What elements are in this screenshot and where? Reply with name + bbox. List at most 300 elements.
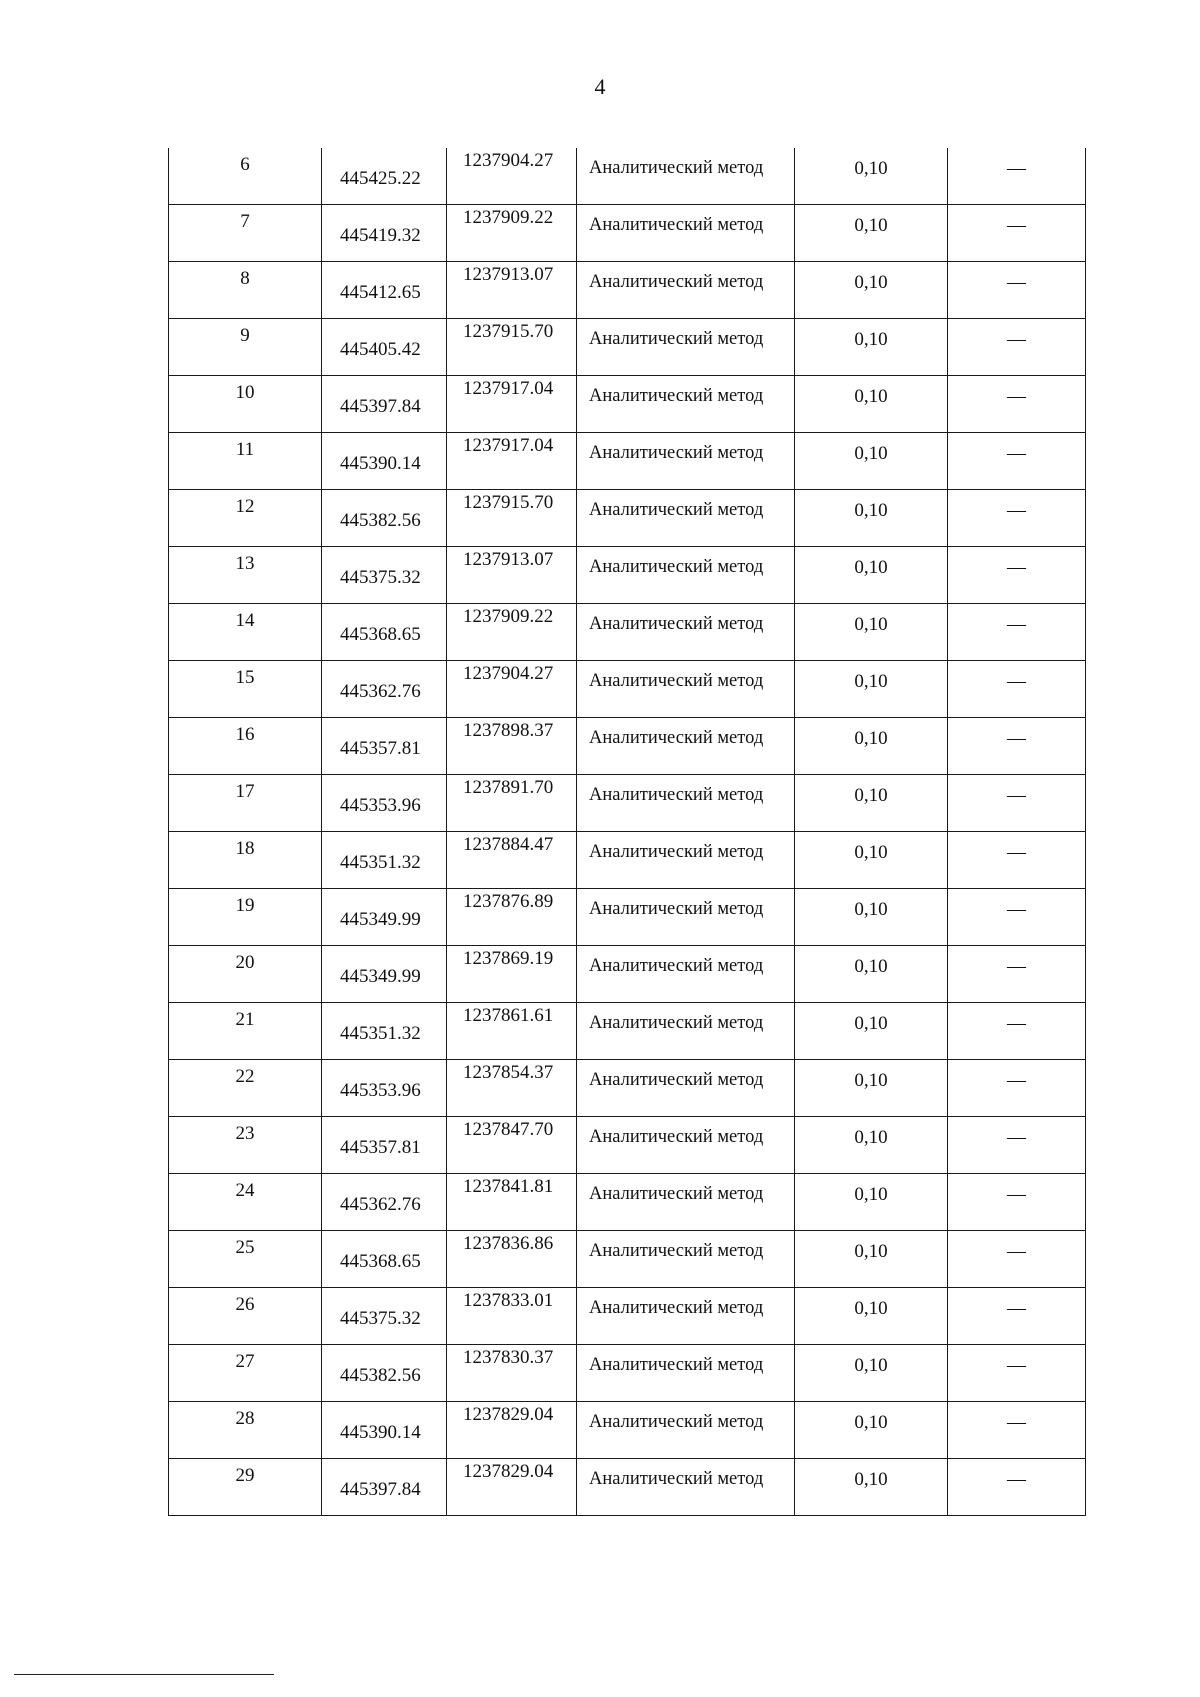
note-cell-text: —: [1007, 614, 1026, 635]
table-row: [169, 1060, 1086, 1117]
note-cell-text: —: [1007, 842, 1026, 863]
y-coordinate-cell: [447, 205, 577, 262]
y-coordinate-cell: [447, 490, 577, 547]
method-cell: [577, 1060, 795, 1117]
point-number-cell: [169, 205, 322, 262]
note-cell: [948, 490, 1086, 547]
note-cell-text: —: [1007, 1298, 1026, 1319]
y-coordinate-cell-text: 1237913.07: [463, 264, 554, 285]
point-number-cell: [169, 946, 322, 1003]
point-number-cell-text: 6: [240, 154, 250, 175]
accuracy-cell: [795, 433, 948, 490]
table-row: [169, 262, 1086, 319]
point-number-cell: [169, 1060, 322, 1117]
method-cell: [577, 433, 795, 490]
note-cell-text: —: [1007, 1070, 1026, 1091]
note-cell: [948, 1288, 1086, 1345]
x-coordinate-cell-text: 445375.32: [340, 567, 421, 588]
y-coordinate-cell: [447, 1459, 577, 1516]
note-cell-text: —: [1007, 386, 1026, 407]
point-number-cell: [169, 1459, 322, 1516]
y-coordinate-cell: [447, 262, 577, 319]
x-coordinate-cell-text: 445357.81: [340, 1137, 421, 1158]
point-number-cell-text: 7: [240, 211, 250, 232]
note-cell: [948, 148, 1086, 205]
accuracy-cell: [795, 1060, 948, 1117]
note-cell: [948, 1402, 1086, 1459]
method-cell: [577, 547, 795, 604]
accuracy-cell: [795, 889, 948, 946]
table-row: [169, 205, 1086, 262]
note-cell-text: —: [1007, 728, 1026, 749]
table-row: [169, 1117, 1086, 1174]
method-cell-text: Аналитический метод: [589, 500, 764, 520]
coordinates-table: [168, 148, 1086, 1516]
coordinates-table-body: [169, 148, 1086, 1516]
accuracy-cell: [795, 205, 948, 262]
y-coordinate-cell: [447, 148, 577, 205]
y-coordinate-cell-text: 1237884.47: [463, 834, 554, 855]
accuracy-cell-text: 0,10: [854, 386, 888, 407]
y-coordinate-cell-text: 1237913.07: [463, 549, 554, 570]
accuracy-cell-text: 0,10: [854, 215, 888, 236]
x-coordinate-cell: [322, 490, 447, 547]
method-cell-text: Аналитический метод: [589, 1469, 764, 1489]
note-cell: [948, 661, 1086, 718]
method-cell: [577, 1402, 795, 1459]
accuracy-cell: [795, 1174, 948, 1231]
y-coordinate-cell-text: 1237836.86: [463, 1233, 554, 1254]
accuracy-cell-text: 0,10: [854, 1298, 888, 1319]
method-cell-text: Аналитический метод: [589, 329, 764, 349]
y-coordinate-cell: [447, 604, 577, 661]
table-row: [169, 1231, 1086, 1288]
note-cell-text: —: [1007, 158, 1026, 179]
note-cell: [948, 262, 1086, 319]
x-coordinate-cell-text: 445353.96: [340, 795, 421, 816]
method-cell-text: Аналитический метод: [589, 671, 764, 691]
table-row: [169, 1459, 1086, 1516]
x-coordinate-cell-text: 445382.56: [340, 510, 421, 531]
accuracy-cell-text: 0,10: [854, 1241, 888, 1262]
y-coordinate-cell-text: 1237891.70: [463, 777, 554, 798]
footnote-rule: [14, 1674, 274, 1675]
x-coordinate-cell: [322, 1288, 447, 1345]
accuracy-cell: [795, 490, 948, 547]
x-coordinate-cell: [322, 661, 447, 718]
point-number-cell-text: 26: [235, 1294, 255, 1315]
point-number-cell-text: 18: [235, 838, 255, 859]
x-coordinate-cell-text: 445351.32: [340, 852, 421, 873]
x-coordinate-cell: [322, 433, 447, 490]
y-coordinate-cell-text: 1237917.04: [463, 435, 554, 456]
x-coordinate-cell: [322, 262, 447, 319]
y-coordinate-cell: [447, 832, 577, 889]
point-number-cell-text: 8: [240, 268, 250, 289]
accuracy-cell: [795, 1231, 948, 1288]
x-coordinate-cell: [322, 205, 447, 262]
note-cell: [948, 319, 1086, 376]
method-cell: [577, 1231, 795, 1288]
y-coordinate-cell: [447, 1117, 577, 1174]
table-row: [169, 1288, 1086, 1345]
note-cell: [948, 1174, 1086, 1231]
x-coordinate-cell-text: 445362.76: [340, 681, 421, 702]
point-number-cell: [169, 1117, 322, 1174]
x-coordinate-cell-text: 445419.32: [340, 225, 421, 246]
accuracy-cell: [795, 1402, 948, 1459]
x-coordinate-cell: [322, 1117, 447, 1174]
x-coordinate-cell-text: 445405.42: [340, 339, 421, 360]
y-coordinate-cell: [447, 319, 577, 376]
y-coordinate-cell: [447, 433, 577, 490]
table-row: [169, 604, 1086, 661]
x-coordinate-cell-text: 445425.22: [340, 168, 421, 189]
table-row: [169, 946, 1086, 1003]
note-cell-text: —: [1007, 956, 1026, 977]
y-coordinate-cell: [447, 1003, 577, 1060]
method-cell-text: Аналитический метод: [589, 215, 764, 235]
accuracy-cell-text: 0,10: [854, 1127, 888, 1148]
y-coordinate-cell-text: 1237876.89: [463, 891, 554, 912]
table-row: [169, 490, 1086, 547]
accuracy-cell: [795, 832, 948, 889]
x-coordinate-cell-text: 445357.81: [340, 738, 421, 759]
x-coordinate-cell: [322, 946, 447, 1003]
method-cell-text: Аналитический метод: [589, 614, 764, 634]
point-number-cell: [169, 547, 322, 604]
note-cell-text: —: [1007, 215, 1026, 236]
point-number-cell: [169, 376, 322, 433]
point-number-cell-text: 13: [235, 553, 255, 574]
y-coordinate-cell-text: 1237854.37: [463, 1062, 554, 1083]
point-number-cell: [169, 319, 322, 376]
accuracy-cell-text: 0,10: [854, 557, 888, 578]
x-coordinate-cell-text: 445412.65: [340, 282, 421, 303]
x-coordinate-cell: [322, 718, 447, 775]
x-coordinate-cell-text: 445368.65: [340, 1251, 421, 1272]
point-number-cell: [169, 718, 322, 775]
table-row: [169, 1402, 1086, 1459]
method-cell-text: Аналитический метод: [589, 1127, 764, 1147]
y-coordinate-cell-text: 1237904.27: [463, 663, 554, 684]
x-coordinate-cell-text: 445351.32: [340, 1023, 421, 1044]
accuracy-cell-text: 0,10: [854, 785, 888, 806]
note-cell-text: —: [1007, 671, 1026, 692]
point-number-cell-text: 29: [235, 1465, 255, 1486]
method-cell-text: Аналитический метод: [589, 272, 764, 292]
method-cell-text: Аналитический метод: [589, 1241, 764, 1261]
method-cell-text: Аналитический метод: [589, 1412, 764, 1432]
method-cell: [577, 262, 795, 319]
accuracy-cell-text: 0,10: [854, 158, 888, 179]
y-coordinate-cell: [447, 1174, 577, 1231]
accuracy-cell: [795, 262, 948, 319]
point-number-cell-text: 12: [235, 496, 255, 517]
point-number-cell-text: 16: [235, 724, 255, 745]
y-coordinate-cell: [447, 1345, 577, 1402]
accuracy-cell-text: 0,10: [854, 329, 888, 350]
x-coordinate-cell: [322, 1060, 447, 1117]
note-cell-text: —: [1007, 272, 1026, 293]
x-coordinate-cell: [322, 1231, 447, 1288]
point-number-cell-text: 10: [235, 382, 255, 403]
y-coordinate-cell-text: 1237841.81: [463, 1176, 554, 1197]
x-coordinate-cell: [322, 1174, 447, 1231]
method-cell: [577, 832, 795, 889]
point-number-cell-text: 20: [235, 952, 255, 973]
method-cell-text: Аналитический метод: [589, 443, 764, 463]
y-coordinate-cell: [447, 1060, 577, 1117]
point-number-cell: [169, 1402, 322, 1459]
accuracy-cell-text: 0,10: [854, 1355, 888, 1376]
method-cell-text: Аналитический метод: [589, 1070, 764, 1090]
method-cell-text: Аналитический метод: [589, 1013, 764, 1033]
point-number-cell: [169, 1231, 322, 1288]
point-number-cell: [169, 1174, 322, 1231]
y-coordinate-cell-text: 1237869.19: [463, 948, 554, 969]
accuracy-cell-text: 0,10: [854, 842, 888, 863]
table-row: [169, 319, 1086, 376]
point-number-cell-text: 15: [235, 667, 255, 688]
point-number-cell: [169, 1345, 322, 1402]
note-cell: [948, 205, 1086, 262]
accuracy-cell: [795, 604, 948, 661]
note-cell-text: —: [1007, 443, 1026, 464]
table-row: [169, 376, 1086, 433]
y-coordinate-cell-text: 1237833.01: [463, 1290, 554, 1311]
note-cell-text: —: [1007, 1184, 1026, 1205]
x-coordinate-cell: [322, 775, 447, 832]
note-cell-text: —: [1007, 1412, 1026, 1433]
accuracy-cell-text: 0,10: [854, 1184, 888, 1205]
table-row: [169, 1345, 1086, 1402]
x-coordinate-cell: [322, 319, 447, 376]
table-row: [169, 661, 1086, 718]
point-number-cell-text: 23: [235, 1123, 255, 1144]
method-cell: [577, 718, 795, 775]
x-coordinate-cell: [322, 547, 447, 604]
y-coordinate-cell-text: 1237847.70: [463, 1119, 554, 1140]
accuracy-cell-text: 0,10: [854, 956, 888, 977]
note-cell-text: —: [1007, 329, 1026, 350]
x-coordinate-cell-text: 445349.99: [340, 966, 421, 987]
x-coordinate-cell-text: 445362.76: [340, 1194, 421, 1215]
point-number-cell-text: 24: [235, 1180, 255, 1201]
note-cell: [948, 718, 1086, 775]
x-coordinate-cell: [322, 1402, 447, 1459]
accuracy-cell-text: 0,10: [854, 1070, 888, 1091]
x-coordinate-cell: [322, 376, 447, 433]
x-coordinate-cell-text: 445368.65: [340, 624, 421, 645]
x-coordinate-cell-text: 445349.99: [340, 909, 421, 930]
note-cell: [948, 1345, 1086, 1402]
x-coordinate-cell-text: 445382.56: [340, 1365, 421, 1386]
method-cell: [577, 205, 795, 262]
table-row: [169, 1174, 1086, 1231]
point-number-cell: [169, 1003, 322, 1060]
method-cell-text: Аналитический метод: [589, 842, 764, 862]
method-cell: [577, 775, 795, 832]
page-number: 4: [594, 74, 606, 99]
point-number-cell: [169, 889, 322, 946]
point-number-cell: [169, 490, 322, 547]
point-number-cell: [169, 661, 322, 718]
accuracy-cell-text: 0,10: [854, 899, 888, 920]
x-coordinate-cell: [322, 1003, 447, 1060]
table-row: [169, 775, 1086, 832]
note-cell-text: —: [1007, 1013, 1026, 1034]
y-coordinate-cell: [447, 1402, 577, 1459]
accuracy-cell-text: 0,10: [854, 500, 888, 521]
note-cell: [948, 1117, 1086, 1174]
accuracy-cell: [795, 1003, 948, 1060]
method-cell: [577, 1459, 795, 1516]
accuracy-cell: [795, 148, 948, 205]
point-number-cell: [169, 433, 322, 490]
table-row: [169, 1003, 1086, 1060]
note-cell-text: —: [1007, 1241, 1026, 1262]
x-coordinate-cell-text: 445390.14: [340, 1422, 421, 1443]
note-cell: [948, 775, 1086, 832]
accuracy-cell: [795, 1459, 948, 1516]
y-coordinate-cell-text: 1237898.37: [463, 720, 554, 741]
accuracy-cell: [795, 376, 948, 433]
table-row: [169, 433, 1086, 490]
method-cell: [577, 604, 795, 661]
point-number-cell-text: 11: [235, 439, 255, 460]
y-coordinate-cell-text: 1237829.04: [463, 1461, 554, 1482]
x-coordinate-cell-text: 445397.84: [340, 396, 421, 417]
note-cell-text: —: [1007, 1127, 1026, 1148]
y-coordinate-cell: [447, 889, 577, 946]
note-cell-text: —: [1007, 500, 1026, 521]
accuracy-cell: [795, 946, 948, 1003]
point-number-cell-text: 19: [235, 895, 255, 916]
note-cell: [948, 376, 1086, 433]
point-number-cell-text: 25: [235, 1237, 255, 1258]
y-coordinate-cell: [447, 775, 577, 832]
x-coordinate-cell: [322, 1459, 447, 1516]
method-cell: [577, 490, 795, 547]
note-cell: [948, 889, 1086, 946]
y-coordinate-cell-text: 1237915.70: [463, 492, 554, 513]
y-coordinate-cell-text: 1237829.04: [463, 1404, 554, 1425]
y-coordinate-cell-text: 1237915.70: [463, 321, 554, 342]
method-cell: [577, 1288, 795, 1345]
method-cell: [577, 889, 795, 946]
method-cell: [577, 1345, 795, 1402]
table-row: [169, 718, 1086, 775]
x-coordinate-cell: [322, 889, 447, 946]
method-cell-text: Аналитический метод: [589, 1355, 764, 1375]
point-number-cell: [169, 148, 322, 205]
accuracy-cell: [795, 718, 948, 775]
y-coordinate-cell: [447, 1231, 577, 1288]
y-coordinate-cell: [447, 1288, 577, 1345]
method-cell-text: Аналитический метод: [589, 1298, 764, 1318]
y-coordinate-cell: [447, 661, 577, 718]
point-number-cell-text: 21: [235, 1009, 255, 1030]
point-number-cell-text: 9: [240, 325, 250, 346]
method-cell-text: Аналитический метод: [589, 728, 764, 748]
y-coordinate-cell-text: 1237830.37: [463, 1347, 554, 1368]
method-cell: [577, 376, 795, 433]
point-number-cell-text: 27: [235, 1351, 255, 1372]
accuracy-cell-text: 0,10: [854, 728, 888, 749]
y-coordinate-cell-text: 1237904.27: [463, 150, 554, 171]
x-coordinate-cell: [322, 832, 447, 889]
note-cell: [948, 1003, 1086, 1060]
accuracy-cell-text: 0,10: [854, 272, 888, 293]
accuracy-cell: [795, 1117, 948, 1174]
note-cell-text: —: [1007, 899, 1026, 920]
point-number-cell-text: 22: [235, 1066, 255, 1087]
accuracy-cell-text: 0,10: [854, 1469, 888, 1490]
point-number-cell-text: 17: [235, 781, 255, 802]
accuracy-cell: [795, 1345, 948, 1402]
point-number-cell-text: 28: [235, 1408, 255, 1429]
table-row: [169, 547, 1086, 604]
note-cell-text: —: [1007, 1355, 1026, 1376]
note-cell: [948, 547, 1086, 604]
y-coordinate-cell: [447, 547, 577, 604]
point-number-cell: [169, 832, 322, 889]
y-coordinate-cell-text: 1237909.22: [463, 606, 554, 627]
method-cell: [577, 946, 795, 1003]
accuracy-cell-text: 0,10: [854, 614, 888, 635]
point-number-cell: [169, 604, 322, 661]
y-coordinate-cell: [447, 946, 577, 1003]
method-cell: [577, 148, 795, 205]
accuracy-cell-text: 0,10: [854, 671, 888, 692]
method-cell-text: Аналитический метод: [589, 899, 764, 919]
method-cell-text: Аналитический метод: [589, 557, 764, 577]
method-cell: [577, 1117, 795, 1174]
method-cell: [577, 319, 795, 376]
y-coordinate-cell-text: 1237909.22: [463, 207, 554, 228]
x-coordinate-cell-text: 445353.96: [340, 1080, 421, 1101]
accuracy-cell: [795, 775, 948, 832]
accuracy-cell: [795, 547, 948, 604]
note-cell: [948, 1231, 1086, 1288]
note-cell: [948, 1459, 1086, 1516]
method-cell-text: Аналитический метод: [589, 956, 764, 976]
x-coordinate-cell-text: 445375.32: [340, 1308, 421, 1329]
method-cell-text: Аналитический метод: [589, 1184, 764, 1204]
y-coordinate-cell: [447, 376, 577, 433]
accuracy-cell: [795, 661, 948, 718]
note-cell: [948, 1060, 1086, 1117]
method-cell: [577, 661, 795, 718]
note-cell-text: —: [1007, 1469, 1026, 1490]
method-cell-text: Аналитический метод: [589, 158, 764, 178]
method-cell: [577, 1003, 795, 1060]
note-cell: [948, 832, 1086, 889]
point-number-cell: [169, 262, 322, 319]
note-cell: [948, 946, 1086, 1003]
accuracy-cell-text: 0,10: [854, 1412, 888, 1433]
method-cell-text: Аналитический метод: [589, 785, 764, 805]
note-cell-text: —: [1007, 557, 1026, 578]
x-coordinate-cell: [322, 604, 447, 661]
note-cell-text: —: [1007, 785, 1026, 806]
note-cell: [948, 433, 1086, 490]
x-coordinate-cell-text: 445397.84: [340, 1479, 421, 1500]
accuracy-cell-text: 0,10: [854, 443, 888, 464]
y-coordinate-cell: [447, 718, 577, 775]
table-row: [169, 889, 1086, 946]
